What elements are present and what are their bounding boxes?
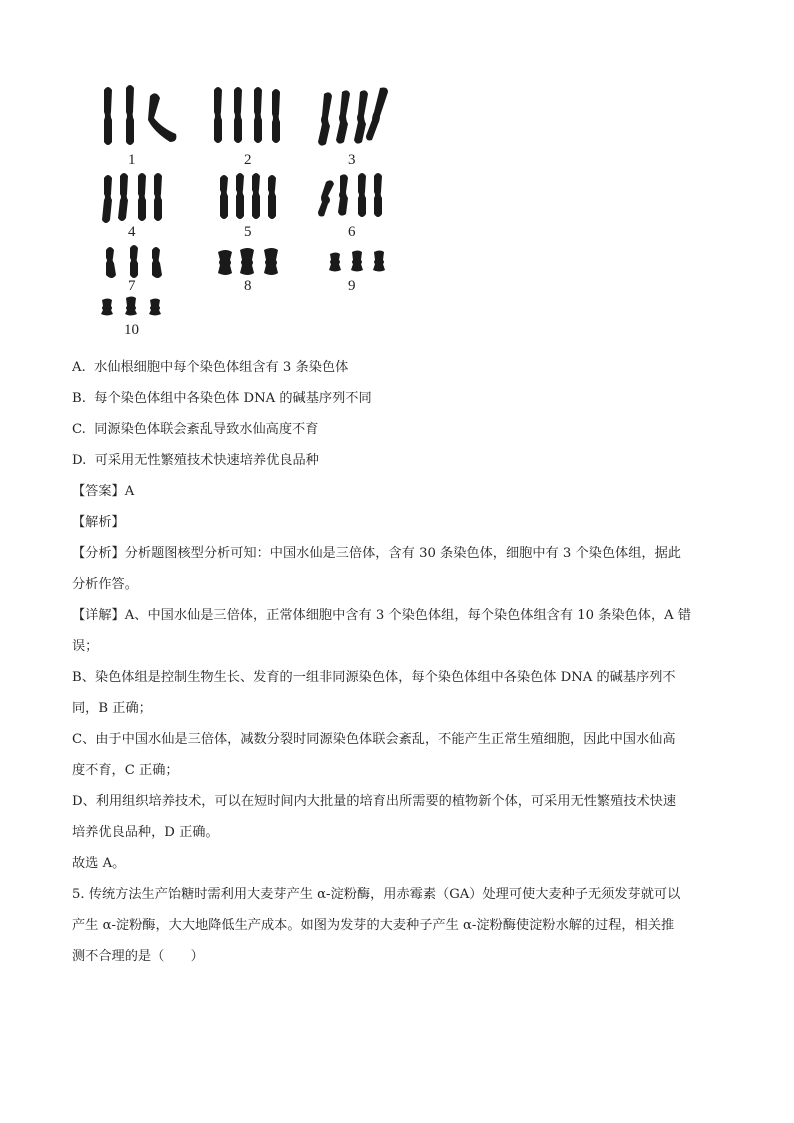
option-letter: D. [72, 453, 87, 468]
chromosome-group-2 [214, 87, 280, 168]
analysis-label: 【分析】 [72, 546, 125, 561]
karyotype-label: 2 [244, 152, 252, 168]
question-content [72, 352, 732, 972]
chromosome-group-7 [106, 245, 162, 294]
karyotype-label: 10 [124, 322, 139, 338]
option-a[interactable] [72, 352, 732, 383]
answer-value: A [124, 484, 135, 499]
karyotype-label: 3 [348, 152, 356, 168]
chromosome-group-6 [318, 173, 382, 240]
detail-d-line-1: D、利用组织培养技术，可以在短时间内大批量的培育出所需要的植物新个体，可采用无性繁殖技术快速 [72, 794, 677, 809]
answer-label: 【答案】 [72, 484, 125, 499]
karyotype-label: 8 [244, 278, 252, 294]
option-letter: C. [72, 422, 86, 437]
question-5-line-1: 5. 传统方法生产饴糖时需利用大麦芽产生 α-淀粉酶，用赤霉素（GA）处理可使大麦种子无须发芽就可以 [72, 887, 681, 902]
karyotype-label: 7 [128, 278, 136, 294]
option-text: 水仙根细胞中每个染色体组含有 3 条染色体 [94, 360, 349, 375]
karyotype-label: 9 [348, 278, 356, 294]
detail-b-line-1: B、染色体组是控制生物生长、发育的一组非同源染色体，每个染色体组中各染色体 DNA 的碱基序列不 [72, 670, 676, 685]
karyotype-label: 6 [348, 224, 356, 240]
detail-c-line-1: C、由于中国水仙是三倍体，减数分裂时同源染色体联会紊乱，不能产生正常生殖细胞，因此中国水仙高 [72, 732, 676, 747]
option-d[interactable] [72, 445, 732, 476]
chromosome-group-1 [104, 85, 176, 168]
detail-a-line-1: 【详解】A、中国水仙是三倍体，正常体细胞中含有 3 个染色体组，每个染色体组含有 10 条染色体，A 错 [72, 608, 692, 623]
option-text: 每个染色体组中各染色体 DNA 的碱基序列不同 [94, 391, 372, 406]
conclusion: 故选 A。 [72, 856, 126, 871]
analysis-line-2: 分析作答。 [72, 577, 138, 592]
analysis-line-1: 【分析】分析题图核型分析可知：中国水仙是三倍体，含有 30 条染色体，细胞中有 3 个染色体组，据此 [72, 546, 681, 561]
detail-c-line-2: 度不育，C 正确； [72, 763, 179, 778]
detail-label: 【详解】 [72, 608, 125, 623]
chromosome-group-10 [101, 297, 161, 339]
option-letter: B. [72, 391, 86, 406]
option-text: 可采用无性繁殖技术快速培养优良品种 [94, 453, 319, 468]
detail-a-line-2: 误； [72, 639, 99, 654]
karyotype-figure [90, 78, 410, 343]
chromosome-group-4 [102, 173, 162, 240]
option-letter: A. [72, 360, 86, 375]
question-5-line-2: 产生 α-淀粉酶，大大地降低生产成本。如图为发芽的大麦种子产生 α-淀粉酶使淀粉水解的过程，相关推 [72, 918, 675, 933]
chromosome-group-3 [318, 88, 388, 169]
chromosome-group-8 [218, 248, 278, 294]
detail-d-line-2: 培养优良品种，D 正确。 [72, 825, 219, 840]
karyotype-label: 4 [128, 224, 136, 240]
answer-line [72, 476, 732, 507]
chromosome-group-5 [220, 173, 276, 240]
detail-b-line-2: 同，B 正确； [72, 701, 152, 716]
karyotype-label: 1 [128, 152, 136, 168]
analysis-heading: 【解析】 [72, 515, 125, 530]
question-5-line-3: 测不合理的是（ ） [72, 949, 204, 964]
chromosome-group-9 [329, 251, 385, 295]
option-b[interactable] [72, 383, 732, 414]
karyotype-label: 5 [244, 224, 252, 240]
option-text: 同源染色体联会紊乱导致水仙高度不育 [94, 422, 319, 437]
option-c[interactable] [72, 414, 732, 445]
